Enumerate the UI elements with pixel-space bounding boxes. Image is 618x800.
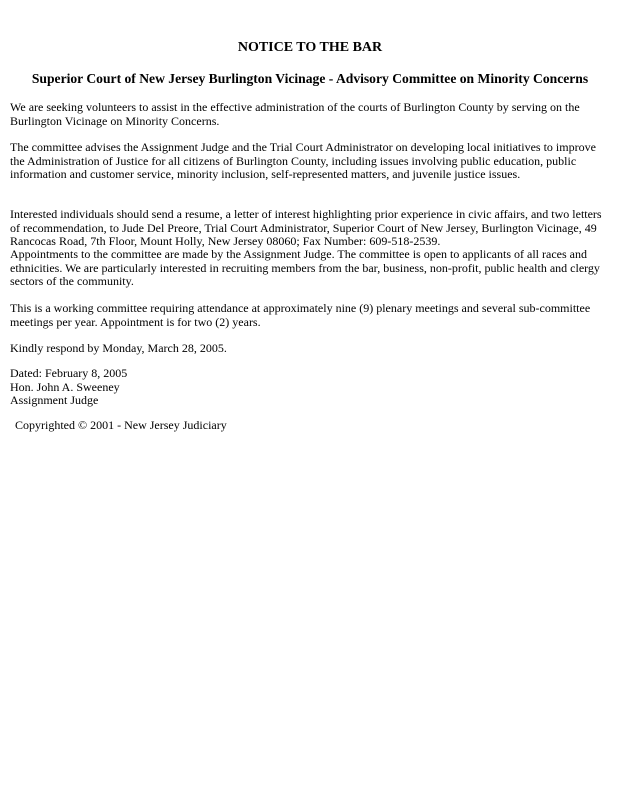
page-subtitle: Superior Court of New Jersey Burlington Vicinage - Advisory Committee on Minority Concerns (31, 71, 589, 86)
page-title: NOTICE TO THE BAR (237, 40, 383, 55)
signature-role: Assignment Judge (10, 393, 99, 407)
paragraph-volunteers: We are seeking volunteers to assist in the effective administration of the courts of Burlington County by serving on the Burlington Vicinage on Minority Concerns. (10, 100, 580, 128)
paragraph-how-to-apply: Interested individuals should send a resume, a letter of interest highlighting prior experience in civic affairs, and two letters of recommendation, to Jude Del Preore, Trial Court Administrator, Superior Court of New Jersey, Burlington Vicinage, 49 Rancocas Road, 7th Floor, Mount Holly, New Jersey 08060; Fax Number: 609-518-2539. (10, 207, 602, 248)
paragraph-working-committee: This is a working committee requiring attendance at approximately nine (9) plenary meetings and several sub-committee meetings per year. Appointment is for two (2) years. (10, 301, 591, 329)
signature-name: Hon. John A. Sweeney (10, 379, 120, 394)
paragraph-respond-by: Kindly respond by Monday, March 28, 2005. (10, 341, 227, 355)
paragraph-appointments: Appointments to the committee are made by the Assignment Judge. The committee is open to applicants of all races and ethnicities. We are particularly interested in recruiting members from the bar, business, non-profit, public health and clergy sectors of the community. (10, 247, 600, 288)
paragraph-committee-advises: The committee advises the Assignment Judge and the Trial Court Administrator on developing local initiatives to improve the Administration of Justice for all citizens of Burlington County, including issues involving public education, public information and customer service, minority inclusion, self-represented matters, and juvenile justice issues. (10, 140, 596, 181)
signature-dated: Dated: February 8, 2005 (10, 366, 128, 380)
copyright-notice: Copyrighted © 2001 - New Jersey Judiciary (15, 418, 227, 432)
signature-block (10, 367, 610, 408)
